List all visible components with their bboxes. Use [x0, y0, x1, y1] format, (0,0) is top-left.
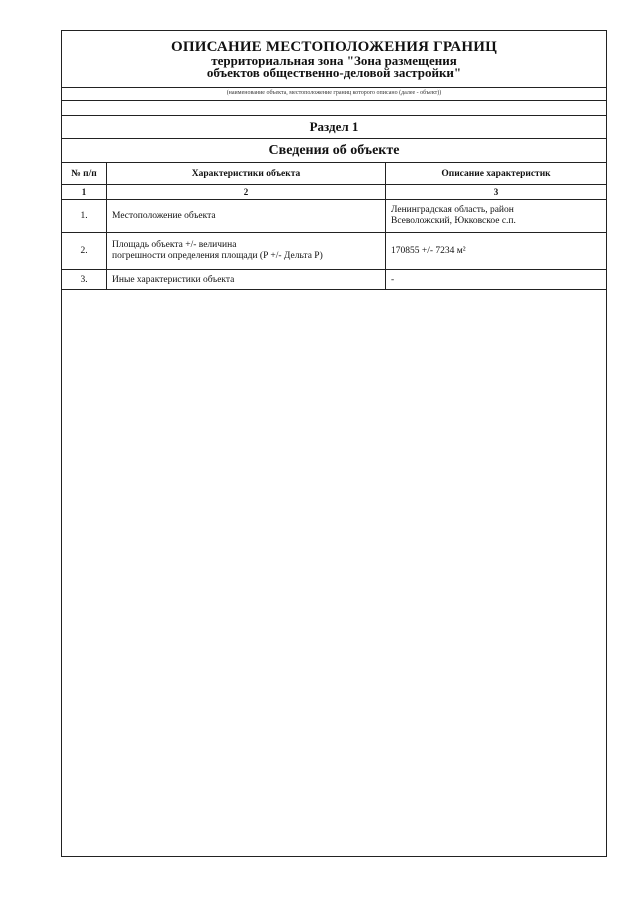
- document-page: [61, 30, 607, 857]
- row-description: -: [386, 270, 607, 290]
- row-characteristic: Иные характеристики объекта: [107, 270, 386, 290]
- object-caption: (наименование объекта, местоположение границ которого описано (далее - объект)): [62, 88, 606, 101]
- document-header: [62, 31, 606, 88]
- column-number-1: 1: [62, 185, 107, 200]
- row-number: 3.: [62, 270, 107, 290]
- section-label: Раздел 1: [62, 116, 606, 139]
- header-cell-characteristic: Характеристики объекта: [107, 163, 386, 185]
- column-number-row: [62, 185, 606, 200]
- column-number-2: 2: [107, 185, 386, 200]
- header-cell-number: № п/п: [62, 163, 107, 185]
- table-header-row: [62, 163, 606, 185]
- header-cell-description: Описание характеристик: [386, 163, 607, 185]
- table-row: [62, 233, 606, 270]
- object-info-table: [62, 163, 606, 290]
- row-number: 2.: [62, 233, 107, 270]
- row-description: Ленинградская область, район Всеволожский, Юкковское с.п.: [386, 200, 607, 233]
- zone-name-line-2: объектов общественно-деловой застройки": [206, 65, 462, 80]
- zone-name-line-1: территориальная зона "Зона размещения: [211, 53, 457, 68]
- row-number: 1.: [62, 200, 107, 233]
- row-characteristic: Площадь объекта +/- величина погрешности определения площади (P +/- Дельта P): [107, 233, 386, 270]
- document-title: ОПИСАНИЕ МЕСТОПОЛОЖЕНИЯ ГРАНИЦ: [171, 39, 497, 55]
- column-number-3: 3: [386, 185, 607, 200]
- table-row: [62, 200, 606, 233]
- table-row: [62, 270, 606, 290]
- row-characteristic: Местоположение объекта: [107, 200, 386, 233]
- row-description: 170855 +/- 7234 м²: [386, 233, 607, 270]
- spacer-row: [62, 101, 606, 116]
- section-heading: Сведения об объекте: [62, 139, 606, 163]
